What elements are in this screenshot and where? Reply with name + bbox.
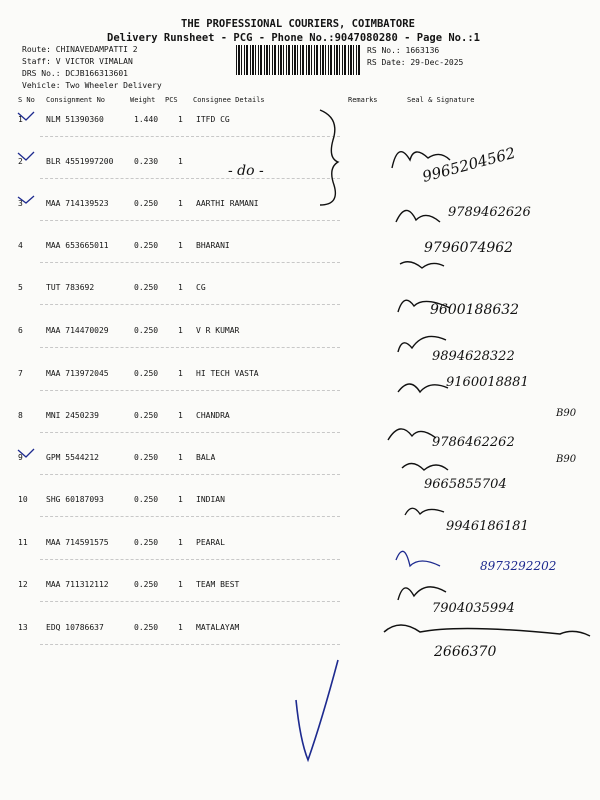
hand-phone-6: 9894628322 <box>432 349 515 364</box>
cell-pcs: 1 <box>178 453 183 462</box>
cell-consignee: BALA <box>196 453 216 462</box>
tick-mark-9 <box>18 449 34 457</box>
cell-pcs: 1 <box>178 157 183 166</box>
signature-13 <box>384 625 590 636</box>
big-checkmark <box>296 660 338 760</box>
cell-sno: 6 <box>18 326 23 335</box>
cell-sno: 1 <box>18 115 23 124</box>
cell-pcs: 1 <box>178 115 183 124</box>
ditto-mark: - do - <box>228 163 264 179</box>
cell-weight: 0.250 <box>134 580 159 589</box>
hand-phone-8: 9786462262 <box>432 435 515 450</box>
cell-consignment: MAA 653665011 <box>46 241 109 250</box>
signature-4 <box>400 262 444 268</box>
staff-line: Staff: V VICTOR VIMALAN <box>22 57 133 66</box>
hand-phone-11: 8973292202 <box>480 559 557 573</box>
runsheet-subtitle: Delivery Runsheet - PCG - Phone No.:9047080280 - Page No.:1 <box>107 32 480 44</box>
cell-weight: 0.250 <box>134 241 159 250</box>
vehicle-line: Vehicle: Two Wheeler Delivery <box>22 81 162 90</box>
route-line: Route: CHINAVEDAMPATTI 2 <box>22 45 138 54</box>
cell-consignee: TEAM BEST <box>196 580 240 589</box>
rs-number: RS No.: 1663136 <box>367 46 440 55</box>
cell-weight: 0.250 <box>134 283 159 292</box>
tick-mark-1 <box>18 112 34 120</box>
cell-weight: 0.230 <box>134 157 159 166</box>
signature-12 <box>398 587 446 600</box>
cell-pcs: 1 <box>178 495 183 504</box>
cell-consignee: V R KUMAR <box>196 326 240 335</box>
signature-7 <box>398 384 448 392</box>
cell-weight: 1.440 <box>134 115 159 124</box>
cell-consignee: AARTHI RAMANI <box>196 199 259 208</box>
cell-pcs: 1 <box>178 199 183 208</box>
cell-pcs: 1 <box>178 580 183 589</box>
cell-consignee: INDIAN <box>196 495 225 504</box>
cell-consignment: NLM 51390360 <box>46 115 104 124</box>
tick-mark-2 <box>18 152 34 160</box>
cell-consignment: MAA 713972045 <box>46 369 109 378</box>
cell-consignment: MAA 714591575 <box>46 538 109 547</box>
cell-consignment: EDQ 10786637 <box>46 623 104 632</box>
company-title: THE PROFESSIONAL COURIERS, COIMBATORE <box>181 18 415 30</box>
cell-consignment: TUT 783692 <box>46 283 95 292</box>
signature-8 <box>388 429 436 440</box>
cell-sno: 3 <box>18 199 23 208</box>
cell-consignee: HI TECH VASTA <box>196 369 259 378</box>
cell-weight: 0.250 <box>134 326 159 335</box>
hand-phone-3: 9789462626 <box>448 205 531 220</box>
tick-mark-3 <box>18 196 34 203</box>
cell-consignment: MAA 714139523 <box>46 199 109 208</box>
cell-pcs: 1 <box>178 411 183 420</box>
cell-weight: 0.250 <box>134 623 159 632</box>
cell-pcs: 1 <box>178 538 183 547</box>
col-consignment: Consignment No <box>46 96 106 104</box>
signature-3 <box>396 210 440 222</box>
hand-phone-1: 9965204562 <box>420 143 518 186</box>
cell-consignment: BLR 4551997200 <box>46 157 114 166</box>
cell-sno: 8 <box>18 411 23 420</box>
hand-side-9: B90 <box>556 454 577 465</box>
hand-phone-12: 7904035994 <box>432 601 515 616</box>
cell-sno: 5 <box>18 283 23 292</box>
col-weight: Weight <box>130 96 156 104</box>
cell-pcs: 1 <box>178 369 183 378</box>
cell-pcs: 1 <box>178 326 183 335</box>
cell-consignment: MAA 711312112 <box>46 580 109 589</box>
cell-pcs: 1 <box>178 283 183 292</box>
cell-consignment: MAA 714470029 <box>46 326 109 335</box>
brace-mark <box>320 110 338 205</box>
col-seal: Seal & Signature <box>407 96 475 104</box>
cell-sno: 11 <box>18 538 28 547</box>
drs-number: DRS No.: DCJB166313601 <box>22 69 128 78</box>
col-sno: S No <box>18 96 35 104</box>
cell-sno: 4 <box>18 241 23 250</box>
cell-weight: 0.250 <box>134 495 159 504</box>
signature-10 <box>405 508 444 515</box>
cell-weight: 0.250 <box>134 369 159 378</box>
hand-phone-7: 9160018881 <box>446 375 529 390</box>
signature-11 <box>396 551 440 566</box>
cell-weight: 0.250 <box>134 411 159 420</box>
cell-sno: 7 <box>18 369 23 378</box>
hand-phone-10: 9946186181 <box>446 519 529 534</box>
cell-sno: 9 <box>18 453 23 462</box>
cell-consignee: PEARAL <box>196 538 225 547</box>
cell-consignment: SHG 60187093 <box>46 495 104 504</box>
cell-pcs: 1 <box>178 623 183 632</box>
cell-consignment: GPM 5544212 <box>46 453 99 462</box>
cell-consignee: MATALAYAM <box>196 623 240 632</box>
cell-pcs: 1 <box>178 241 183 250</box>
cell-consignee: CG <box>196 283 206 292</box>
cell-consignment: MNI 2450239 <box>46 411 99 420</box>
cell-consignee: CHANDRA <box>196 411 230 420</box>
signature-9 <box>402 463 448 470</box>
hand-side-8: B90 <box>556 408 577 419</box>
hand-phone-4: 9796074962 <box>424 240 514 256</box>
hand-phone-9: 9665855704 <box>424 477 507 492</box>
cell-sno: 13 <box>18 623 28 632</box>
cell-sno: 2 <box>18 157 23 166</box>
cell-consignee: ITFD CG <box>196 115 230 124</box>
rs-date: RS Date: 29-Dec-2025 <box>367 58 464 67</box>
col-remarks: Remarks <box>348 96 378 104</box>
cell-sno: 10 <box>18 495 28 504</box>
col-pcs: PCS <box>165 96 178 104</box>
cell-weight: 0.250 <box>134 453 159 462</box>
cell-weight: 0.250 <box>134 538 159 547</box>
hand-phone-5: 9600188632 <box>430 302 520 318</box>
cell-weight: 0.250 <box>134 199 159 208</box>
cell-sno: 12 <box>18 580 28 589</box>
hand-note-13: 2666370 <box>434 644 497 660</box>
col-consignee: Consignee Details <box>193 96 265 104</box>
cell-consignee: BHARANI <box>196 241 230 250</box>
